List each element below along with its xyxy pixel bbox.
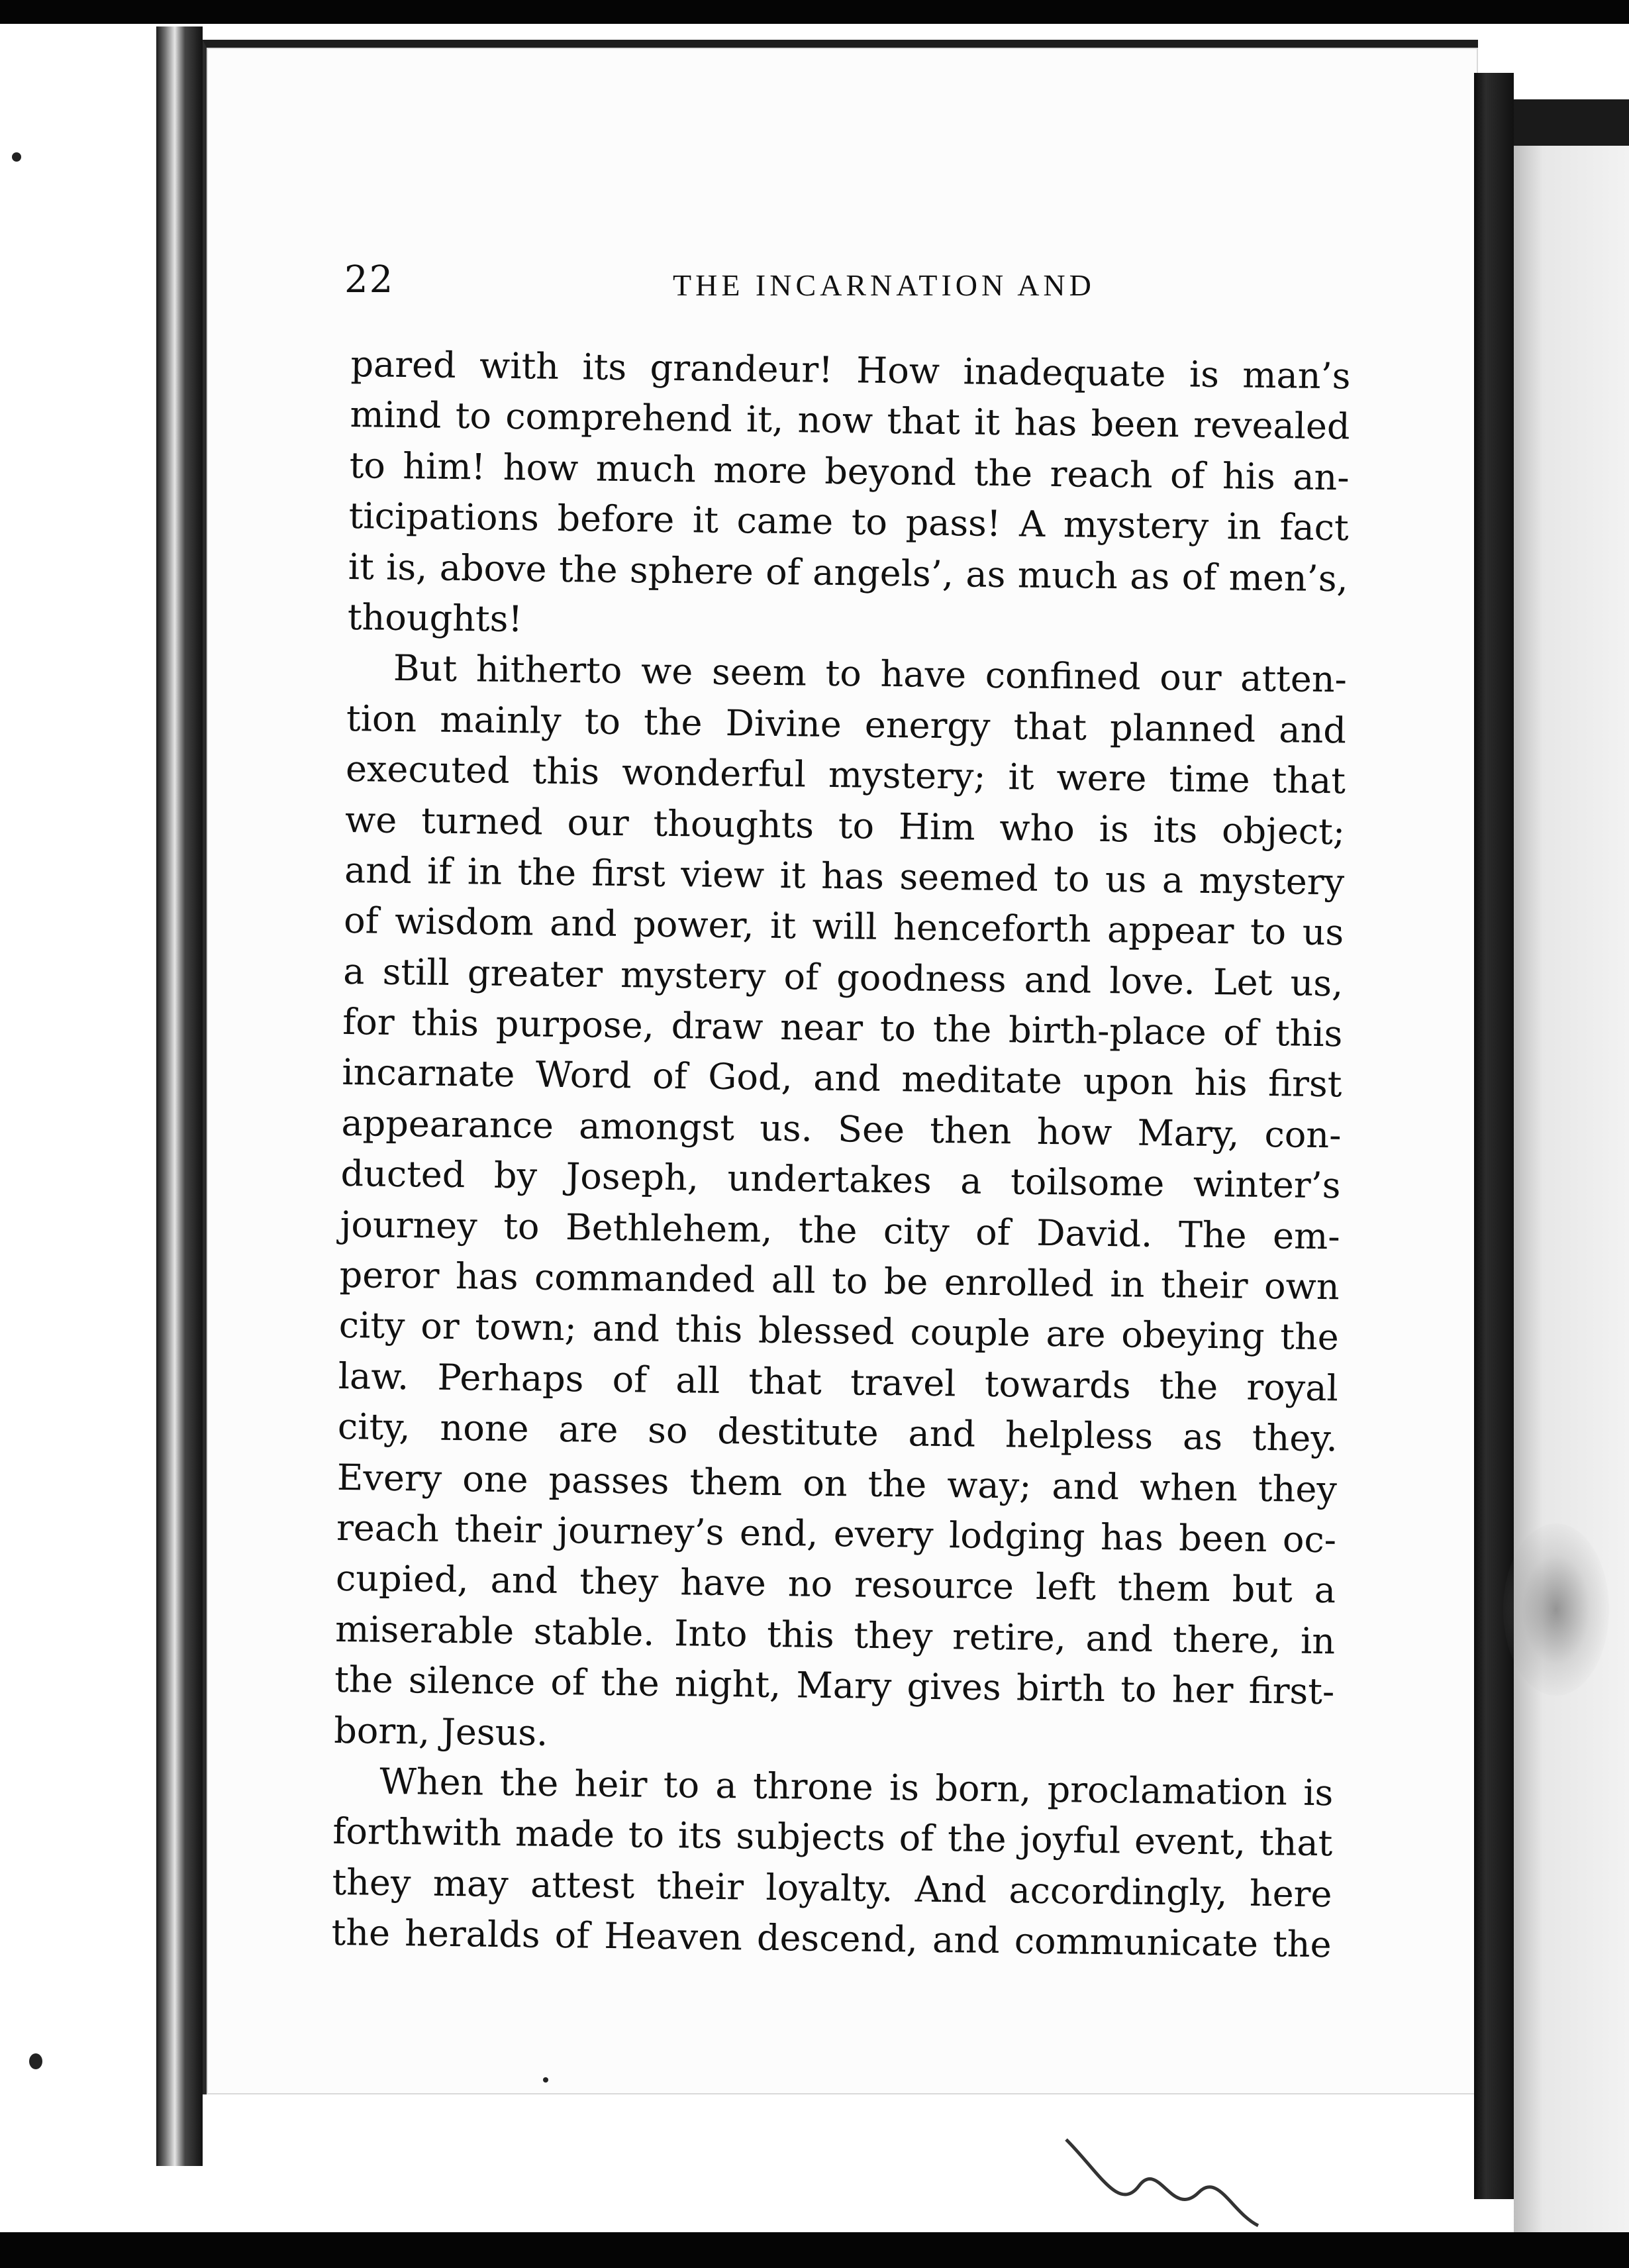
paragraph [331,1756,1334,1971]
facing-page-edge [1514,99,1629,2232]
text-line: ducted by Joseph, undertakes a toilsome winter’s [340,1153,1341,1207]
text-line: city, none are so destitute and helpless as they. [337,1406,1338,1460]
text-line: and if in the first view it has seemed to us a mystery [344,849,1345,903]
text-line: reach their journey’s end, every lodging has been oc- [336,1506,1337,1561]
paragraph [334,643,1347,1768]
text-line: for this purpose, draw near to the birth-place of this [342,1001,1343,1055]
text-line: tion mainly to the Divine energy that planned and [346,697,1347,752]
scan-border-bottom [0,2232,1629,2268]
scan-border-top [0,0,1629,24]
running-title: THE INCARNATION AND [673,268,1095,302]
dust-speck [29,2053,42,2069]
text-line: forthwith made to its subjects of the joyful event, that [332,1810,1333,1865]
text-line: we turned our thoughts to Him who is its object; [344,798,1346,852]
running-head [344,258,1351,318]
text-line: appearance amongst us. See then how Mary, con- [341,1102,1342,1157]
pen-scribble [1060,2113,1278,2232]
text-line: incarnate Word of God, and meditate upon his first [342,1051,1342,1106]
text-line: pared with its grandeur! How inadequate is man’s [350,342,1351,397]
text-line: executed this wonderful mystery; it were time that [345,748,1346,802]
text-line: the silence of the night, Mary gives birth to her first- [334,1659,1335,1713]
dust-speck [12,152,21,162]
text-line: peror has commanded all to be enrolled in their own [339,1253,1340,1308]
page-number: 22 [344,258,395,301]
text-line: the heralds of Heaven descend, and communicate the [331,1911,1332,1966]
dust-speck [543,2077,548,2083]
text-line: When the heir to a throne is born, proclamation is [379,1760,1334,1814]
page-edge-shadow [1474,73,1514,2199]
text-line: mind to comprehend it, now that it has been revealed [350,393,1350,448]
text-line: it is, above the sphere of angels’, as much as of men’s, [348,545,1349,599]
text-line: Every one passes them on the way; and when they [336,1456,1338,1510]
text-line: to him! how much more beyond the reach of his an- [349,444,1350,499]
text-line: born, Jesus. [333,1709,548,1754]
text-line: of wisdom and power, it will henceforth appear to us [343,900,1344,954]
paragraph [347,339,1350,655]
text-line: thoughts! [347,595,523,641]
body-text [331,339,1351,1971]
scan-smudge [1503,1523,1609,1696]
text-line: a still greater mystery of goodness and love. Let us, [342,950,1344,1005]
text-line: miserable stable. Into this they retire, and there, in [334,1608,1336,1663]
text-line: they may attest their loyalty. And accordingly, here [332,1861,1332,1915]
text-line: cupied, and they have no resource left them but a [335,1557,1336,1612]
facing-page-shadow [1514,99,1629,146]
text-line: ticipations before it came to pass! A mystery in fact [348,495,1350,549]
book-spine [156,26,203,2166]
text-line: law. Perhaps of all that travel towards the royal [338,1355,1339,1410]
text-line: city or town; and this blessed couple are obeying the [338,1304,1340,1359]
text-line: journey to Bethlehem, the city of David. The em- [340,1203,1340,1257]
text-line: But hitherto we seem to have confined our atten- [393,647,1348,701]
